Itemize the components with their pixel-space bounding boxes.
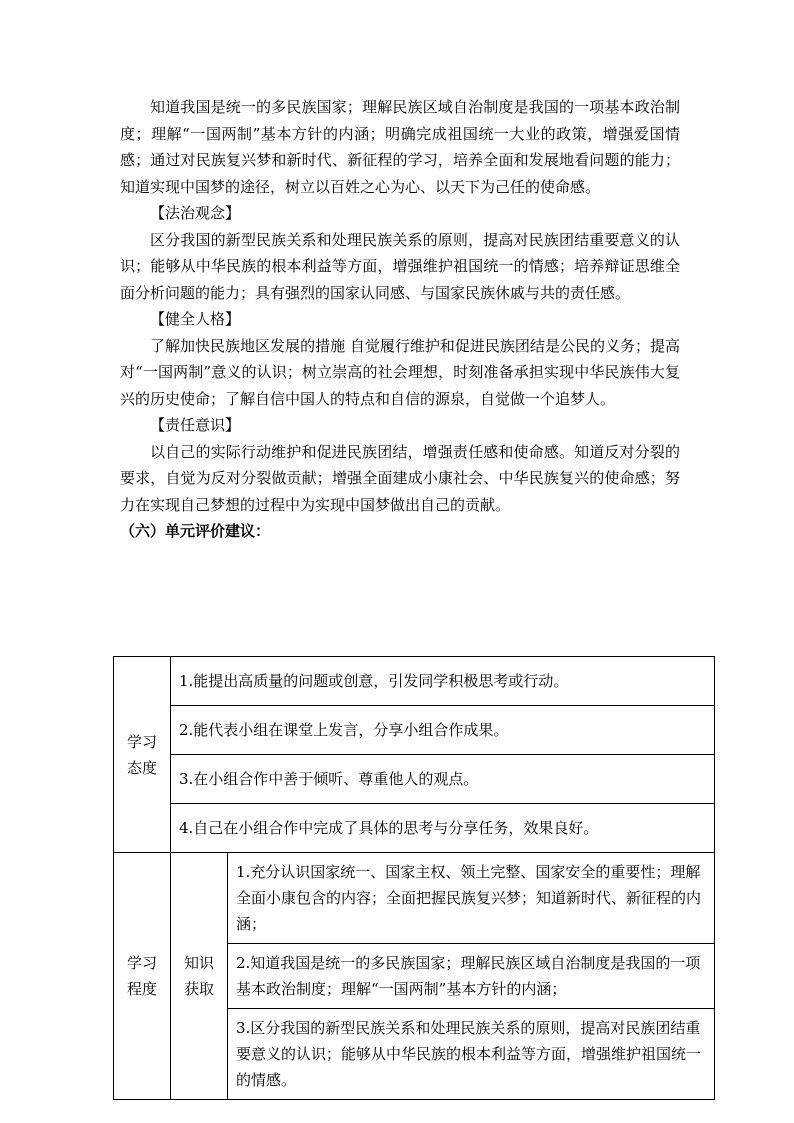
section-heading-personality: 【健全人格】 [150,310,241,328]
section-text-personality: 了解加快民族地区发展的措施 自觉履行维护和促进民族团结是公民的义务；提高对“一国两制”意义的认识；树立崇高的社会理想，时刻准备承担实现中华民族伟大复兴的历史使命；了解自信中国人的特点和自信的源泉，自觉做一个追梦人。 [120,336,680,408]
table-row [114,755,715,804]
attitude-item-2: 2.能代表小组在课堂上发言，分享小组合作成果。 [171,706,715,755]
degree-item-3: 3.区分我国的新型民族关系和处理民族关系的原则，提高对民族团结重要意义的认识；能够从中华民族的根本利益等方面，增强维护祖国统一的情感。 [228,1009,715,1100]
document-body [120,94,680,545]
section-heading-rule-of-law: 【法治观念】 [150,204,241,222]
table-row [114,706,715,755]
degree-item-1: 1.充分认识国家统一、国家主权、领土完整、国家安全的重要性；理解全面小康包含的内容；全面把握民族复兴梦；知道新时代、新征程的内涵； [228,853,715,944]
table-row [114,657,715,706]
evaluation-title: （六）单元评价建议： [120,522,271,540]
degree-label: 学习程度 [114,853,171,1100]
table-row [114,804,715,853]
section-text-responsibility: 以自己的实际行动维护和促进民族团结，增强责任感和使命感。知道反对分裂的要求，自觉为反对分裂做贡献；增强全面建成小康社会、中华民族复兴的使命感；努力在实现自己梦想的过程中为实现中国梦做出自己的贡献。 [120,442,680,514]
section-heading-responsibility: 【责任意识】 [150,416,241,434]
table-row [114,853,715,944]
evaluation-table [113,656,715,1100]
attitude-item-3: 3.在小组合作中善于倾听、尊重他人的观点。 [171,755,715,804]
attitude-label: 学习态度 [114,657,171,853]
knowledge-label: 知识获取 [171,853,228,1100]
intro-paragraph: 知道我国是统一的多民族国家；理解民族区域自治制度是我国的一项基本政治制度；理解“一国两制”基本方针的内涵；明确完成祖国统一大业的政策，增强爱国情感；通过对民族复兴梦和新时代、新征程的学习，培养全面和发展地看问题的能力；知道实现中国梦的途径，树立以百姓之心为心、以天下为己任的使命感。 [120,98,680,196]
attitude-item-1: 1.能提出高质量的问题或创意，引发同学积极思考或行动。 [171,657,715,706]
section-text-rule-of-law: 区分我国的新型民族关系和处理民族关系的原则，提高对民族团结重要意义的认识；能够从中华民族的根本利益等方面，增强维护祖国统一的情感；培养辩证思维全面分析问题的能力；具有强烈的国家认同感、与国家民族休戚与共的责任感。 [120,230,680,302]
degree-item-2: 2.知道我国是统一的多民族国家；理解民族区域自治制度是我国的一项基本政治制度；理解“一国两制”基本方针的内涵； [228,944,715,1009]
attitude-item-4: 4.自己在小组合作中完成了具体的思考与分享任务，效果良好。 [171,804,715,853]
